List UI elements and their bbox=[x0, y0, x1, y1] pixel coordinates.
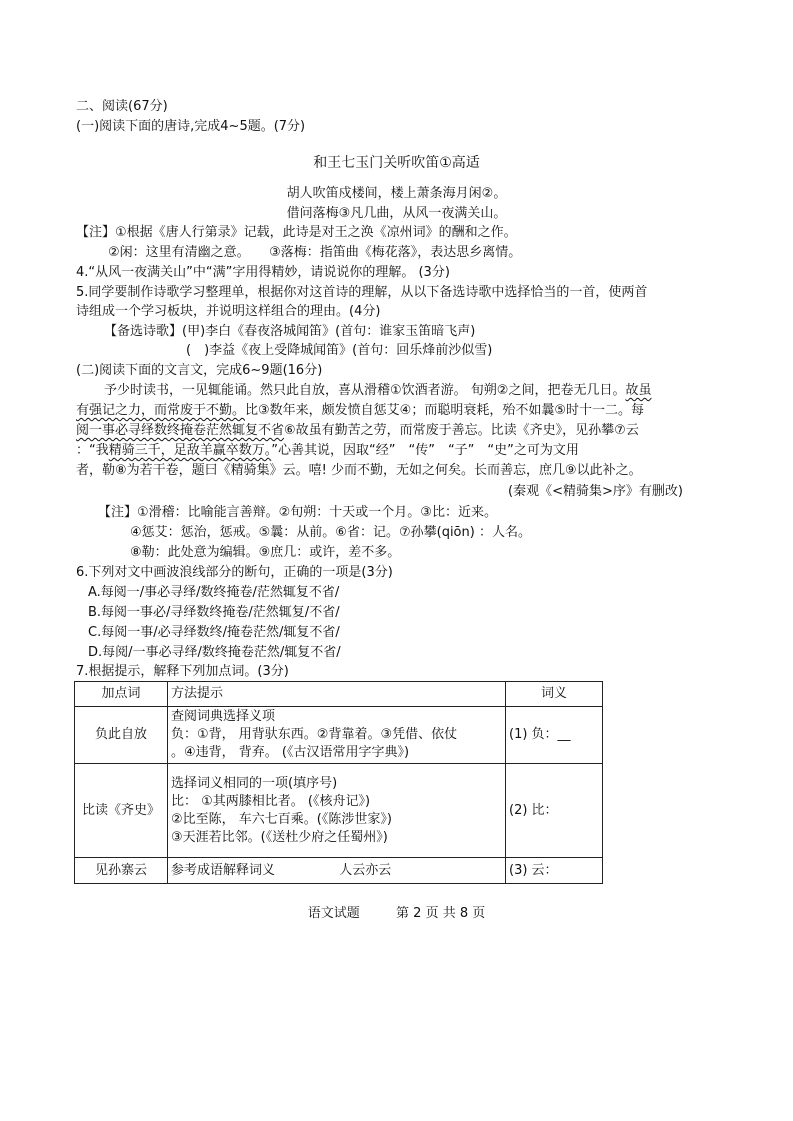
question-6-option-b: B.每阅一事必/寻绎数终掩卷/茫然辄复/不省/ bbox=[88, 605, 340, 620]
row-word: 见孙寨云 bbox=[75, 858, 168, 884]
passage-text: ”心善其说，因取“经” “传” “子” “史”之可为文用 bbox=[271, 443, 579, 458]
question-5-line-1: 5.同学要制作诗歌学习整理单，根据你对这首诗的理解，从以下备选诗歌中选择恰当的一首，使两首 bbox=[76, 285, 648, 300]
question-5-line-2: 诗组成一个学习板块，并说明这样组合的理由。(4分) bbox=[76, 304, 381, 319]
hint-line: 。④违背， 背弃。 (《古汉语常用字字典》) bbox=[171, 745, 410, 760]
passage-text: ⑥故虽有勤苦之劳，而常废于善忘。比读《齐史》，见孙攀⑦云 bbox=[284, 423, 639, 438]
row-hint bbox=[168, 858, 506, 884]
table-row bbox=[75, 858, 603, 884]
table-header-row bbox=[75, 682, 603, 707]
passage-text: ：“我 bbox=[76, 443, 109, 458]
passage-line-5: 者，勒⑧为若干卷，题曰《精骑集》云。嘻! 少而不勤，无如之何矣。长而善忘，庶几⑨以此补之。 bbox=[76, 463, 642, 478]
hint-line: 负：①背， 用背驮东西。②背靠着。③凭借、依仗 bbox=[171, 727, 458, 742]
question-7-stem: 7.根据提示，解释下列加点词。(3分) bbox=[76, 664, 289, 679]
poem-line-2: 借问落梅③凡几曲，从风一夜满关山。 bbox=[286, 206, 507, 221]
passage-note-2: ④惩艾：惩治，惩戒。⑤曩：从前。⑥省：记。⑦孙攀(qiōn) ：人名。 bbox=[130, 525, 531, 540]
question-6-stem: 6.下列对文中画波浪线部分的断句，正确的一项是(3分) bbox=[76, 565, 393, 580]
hint-line: 查阅词典选择义项 bbox=[171, 709, 276, 724]
poem-title: 和王七玉门关听吹笛①高适 bbox=[313, 155, 480, 171]
hint-line: ③天涯若比邻。(《送杜少府之任蜀州》) bbox=[171, 829, 388, 845]
hint-line: ②比至陈， 车六七百乘。(《陈涉世家》) bbox=[171, 811, 392, 827]
passage-source: (秦观《<精骑集>序》有删改) bbox=[508, 484, 683, 499]
header-hint: 方法提示 bbox=[168, 682, 506, 707]
passage-line-1 bbox=[104, 382, 651, 400]
wavy-underlined-text: 精骑三千，足敌羊赢卒数万。 bbox=[108, 443, 272, 458]
section-title: 二、阅读(67分) bbox=[76, 99, 168, 114]
wavy-underlined-text: 有强记之力，而常废于不勤。 bbox=[76, 403, 246, 418]
question-4: 4.“从风一夜满关山”中“满”字用得精妙，请说说你的理解。 (3分) bbox=[76, 265, 450, 280]
footer-page-number: 第 2 页 共 8 页 bbox=[396, 906, 486, 921]
passage-text: 比③数年来，颇发愤自惩艾④；而聪明衰耗，殆不如曩⑤时十一二。每 bbox=[245, 403, 644, 418]
hint-text: 参考成语解释词义 bbox=[171, 862, 276, 878]
row-answer: (2) 比： bbox=[506, 764, 603, 858]
row-answer: (3) 云： bbox=[506, 858, 603, 884]
wavy-underlined-text: 阅一事必寻绎数终掩卷茫然辄复不省 bbox=[76, 423, 285, 438]
hint-line: 比： ①其两膝相比者。 (《核舟记》) bbox=[171, 793, 371, 809]
footer-subject: 语文试题 bbox=[307, 906, 360, 921]
method-table bbox=[74, 681, 603, 884]
passage-line-2 bbox=[76, 402, 644, 420]
row-word: 负此自放 bbox=[75, 707, 168, 764]
part2-instructions: (二)阅读下面的文言文，完成6~9题(16分) bbox=[76, 363, 323, 378]
passage-text: 予少时读书，一见辄能诵。然只此自放，喜从滑稽①饮酒者游。 旬朔②之间，把卷无几日。 bbox=[104, 383, 626, 398]
passage-note-1: 【注】①滑稽：比喻能言善辩。②旬朔：十天或一个月。③比：近来。 bbox=[98, 505, 497, 520]
hint-line: 选择词义相同的一项(填序号) bbox=[171, 775, 338, 791]
passage-line-4 bbox=[76, 442, 579, 460]
hint-idiom: 人云亦云 bbox=[339, 862, 392, 878]
row-answer: (1) 负：__ bbox=[506, 707, 603, 764]
question-6-option-d: D.每阅/一事必寻绎/数终掩卷茫然/辄复不省/ bbox=[88, 645, 341, 660]
row-hint bbox=[168, 764, 506, 858]
poem-note-1: 【注】①根据《唐人行第录》记载，此诗是对王之涣《凉州词》的酬和之作。 bbox=[76, 225, 517, 240]
wavy-underlined-text: 故虽 bbox=[625, 383, 652, 398]
question-5-option-2: ( )李益《夜上受降城闻笛》(首句：回乐烽前沙似雪) bbox=[186, 343, 493, 358]
header-word: 加点词 bbox=[75, 682, 168, 707]
header-meaning: 词义 bbox=[506, 682, 603, 707]
question-6-option-c: C.每阅一事/必寻绎数终/掩卷茫然/辄复不省/ bbox=[88, 625, 340, 640]
question-6-option-a: A.每阅一/事必寻绎/数终掩卷/茫然辄复不省/ bbox=[88, 585, 340, 600]
row-word: 比读《齐史》 bbox=[75, 764, 168, 858]
question-5-option-1: 【备选诗歌】(甲)李白《春夜洛城闻笛》(首句：谁家玉笛暗飞声) bbox=[104, 324, 476, 339]
part1-instructions: (一)阅读下面的唐诗,完成4~5题。(7分) bbox=[76, 119, 306, 134]
passage-note-3: ⑧勒：此处意为编辑。⑨庶几：或许，差不多。 bbox=[130, 545, 401, 560]
page-footer bbox=[0, 902, 793, 921]
table-row bbox=[75, 707, 603, 764]
row-hint bbox=[168, 707, 506, 764]
poem-line-1: 胡人吹笛戍楼间，楼上萧条海月闲②。 bbox=[286, 186, 507, 201]
table-row bbox=[75, 764, 603, 858]
passage-line-3 bbox=[76, 422, 639, 440]
poem-note-2: ②闲：这里有清幽之意。 ③落梅：指笛曲《梅花落》，表达思乡离情。 bbox=[108, 245, 522, 260]
